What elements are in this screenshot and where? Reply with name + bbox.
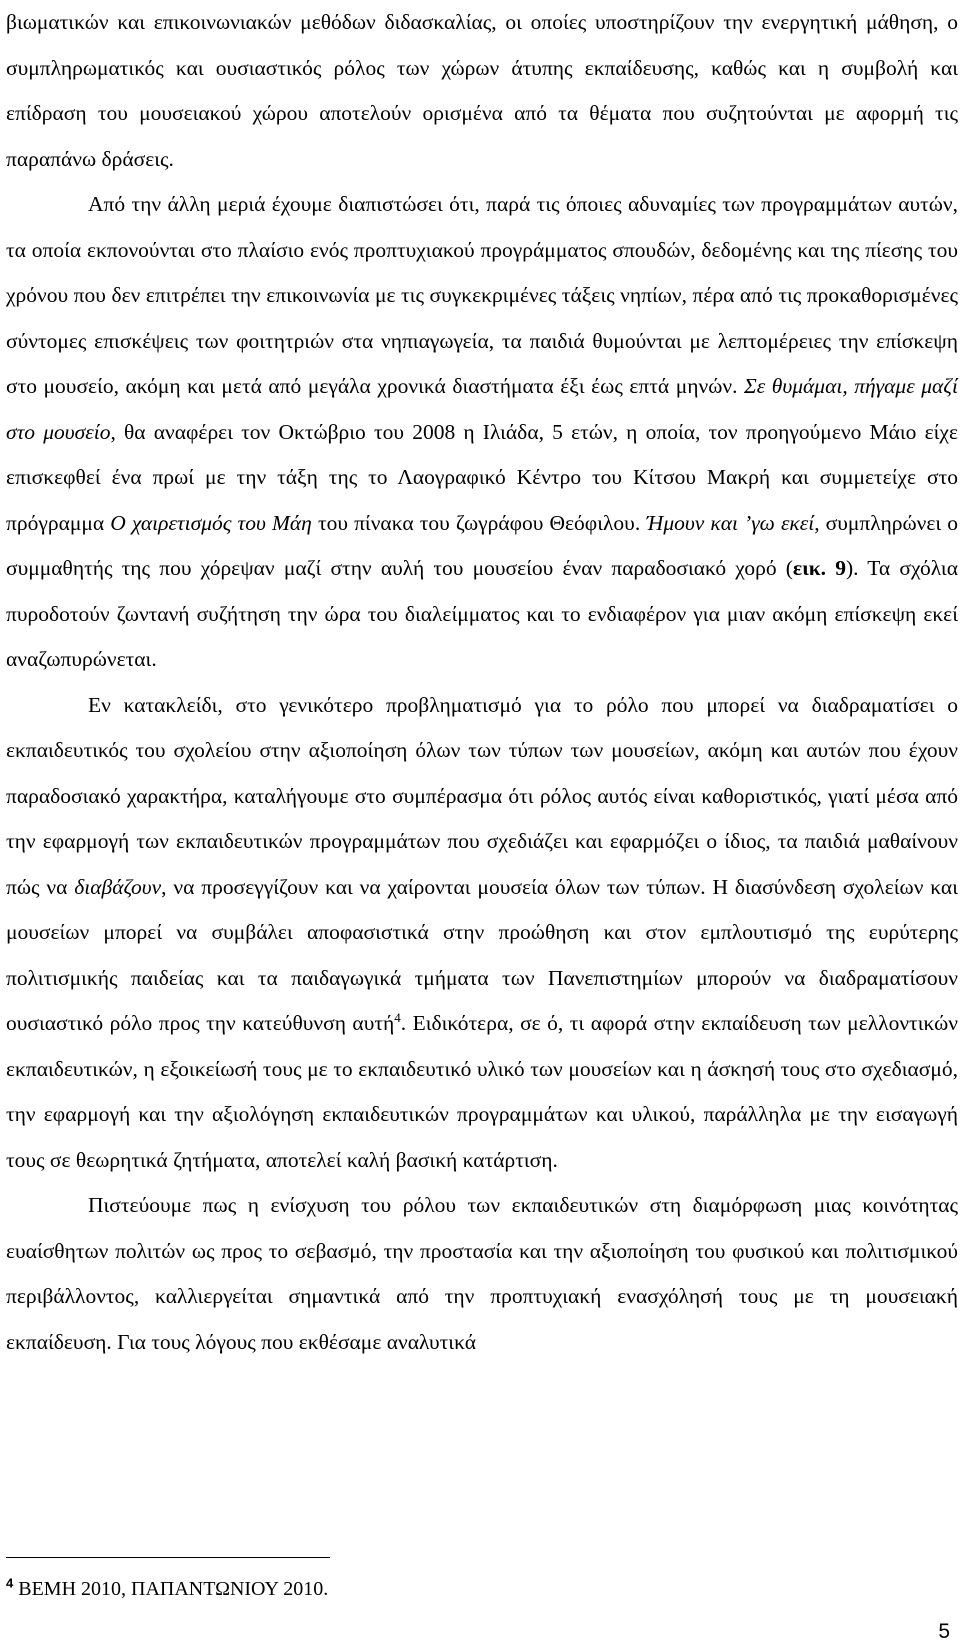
footnote-marker: 4 — [6, 1575, 14, 1591]
text-run: Πιστεύουμε πως η ενίσχυση του ρόλου των εκπαιδευτικών στη διαμόρφωση μιας κοινότητας ευαίσθητων πολιτών ως προς το σεβασμό, την προστασία και την αξιοποίηση του φυσικού και πολιτισμικού περιβάλλοντος, καλλιεργείται σημαντικά από την προπτυχιακή ενασχόλησή τους με τη μουσειακή εκπαίδευση. Για τους λόγους που εκθέσαμε αναλυτικά — [6, 1193, 958, 1354]
italic-text: Σε θυμάμαι, πήγαμε μαζί στο μουσείο — [6, 374, 958, 444]
footnote-reference: 4 — [394, 1009, 401, 1025]
italic-text: Ήμουν και ’γω εκεί — [646, 510, 815, 535]
text-run: , να προσεγγίζουν και να χαίρονται μουσεία όλων των τύπων. Η διασύνδεση σχολείων και μουσείων μπορεί να συμβάλει αποφασιστικά στην προώθηση και στον εμπλουτισμό της ευρύτερης πολιτισμικής παιδείας και τα παιδαγωγικά τμήματα των Πανεπιστημίων μπορούν να διαδραματίσουν ουσιαστικό ρόλο προς την κατεύθυνση αυτή — [6, 874, 958, 1035]
paragraph — [6, 683, 958, 1184]
page-number: 5 — [938, 1620, 950, 1643]
body-text — [6, 0, 958, 1365]
bold-text: εικ. 9 — [792, 556, 846, 580]
text-run: , συμπληρώνει ο συμμαθητής της που χόρεψαν μαζί στην αυλή του μουσείου έναν παραδοσιακό χορό ( — [6, 510, 959, 580]
paragraph — [6, 182, 958, 683]
paragraph — [6, 0, 958, 182]
text-run: βιωματικών και επικοινωνιακών μεθόδων διδασκαλίας, οι οποίες υποστηρίζουν την ενεργητική μάθηση, ο συμπληρωματικός και ουσιαστικός ρόλος των χώρων άτυπης εκπαίδευσης, καθώς και η συμβολή και επίδραση του μουσειακού χώρου αποτελούν ορισμένα από τα θέματα που συζητούνται με αφορμή τις παραπάνω δράσεις. — [6, 10, 958, 171]
text-run: του πίνακα του ζωγράφου Θεόφιλου. — [311, 510, 647, 535]
footnote — [6, 1576, 906, 1602]
italic-text: διαβάζουν — [74, 874, 162, 899]
footnote-text: ΒΕΜΗ 2010, ΠΑΠΑΝΤΩΝΙΟΥ 2010. — [13, 1578, 329, 1600]
text-run: Εν κατακλείδι, στο γενικότερο προβληματισμό για το ρόλο που μπορεί να διαδραματίσει ο εκπαιδευτικός του σχολείου στην αξιοποίηση όλων των τύπων των μουσείων, ακόμη και αυτών που έχουν παραδοσιακό χαρακτήρα, καταλήγουμε στο συμπέρασμα ότι ρόλος αυτός είναι καθοριστικός, γιατί μέσα από την εφαρμογή των εκπαιδευτικών προγραμμάτων που σχεδιάζει και εφαρμόζει ο ίδιος, τα παιδιά μαθαίνουν πώς να — [6, 692, 958, 899]
text-run: . Ειδικότερα, σε ό, τι αφορά στην εκπαίδευση των μελλοντικών εκπαιδευτικών, η εξοικείωσή τους με το εκπαιδευτικό υλικό των μουσείων και η άσκησή τους στο σχεδιασμό, την εφαρμογή και την αξιολόγηση εκπαιδευτικών προγραμμάτων και υλικού, παράλληλα με την εισαγωγή τους σε θεωρητικά ζητήματα, αποτελεί καλή βασική κατάρτιση. — [6, 1011, 959, 1172]
text-run: , θα αναφέρει τον Οκτώβριο του 2008 η Ιλιάδα, 5 ετών, η οποία, τον προηγούμενο Μάιο είχε επισκεφθεί ένα πρωί με την τάξη της το Λαογραφικό Κέντρο του Κίτσου Μακρή και συμμετείχε στο πρόγραμμα — [6, 419, 958, 535]
footnote-separator — [6, 1557, 330, 1558]
text-run: Από την άλλη μεριά έχουμε διαπιστώσει ότι, παρά τις όποιες αδυναμίες των προγραμμάτων αυτών, τα οποία εκπονούνται στο πλαίσιο ενός προπτυχιακού προγράμματος σπουδών, δεδομένης και της πίεσης του χρόνου που δεν επιτρέπει την επικοινωνία με τις συγκεκριμένες τάξεις νηπίων, πέρα από τις προκαθορισμένες σύντομες επισκέψεις των φοιτητριών στα νηπιαγωγεία, τα παιδιά θυμούνται με λεπτομέρειες την επίσκεψη στο μουσείο, ακόμη και μετά από μεγάλα χρονικά διαστήματα έξι έως επτά μηνών. — [6, 192, 958, 398]
text-run: ). Τα σχόλια πυροδοτούν ζωντανή συζήτηση την ώρα του διαλείμματος και το ενδιαφέρον για μιαν ακόμη επίσκεψη εκεί αναζωπυρώνεται. — [6, 556, 958, 671]
paragraph — [6, 1183, 958, 1365]
italic-text: Ο χαιρετισμός του Μάη — [110, 510, 312, 535]
